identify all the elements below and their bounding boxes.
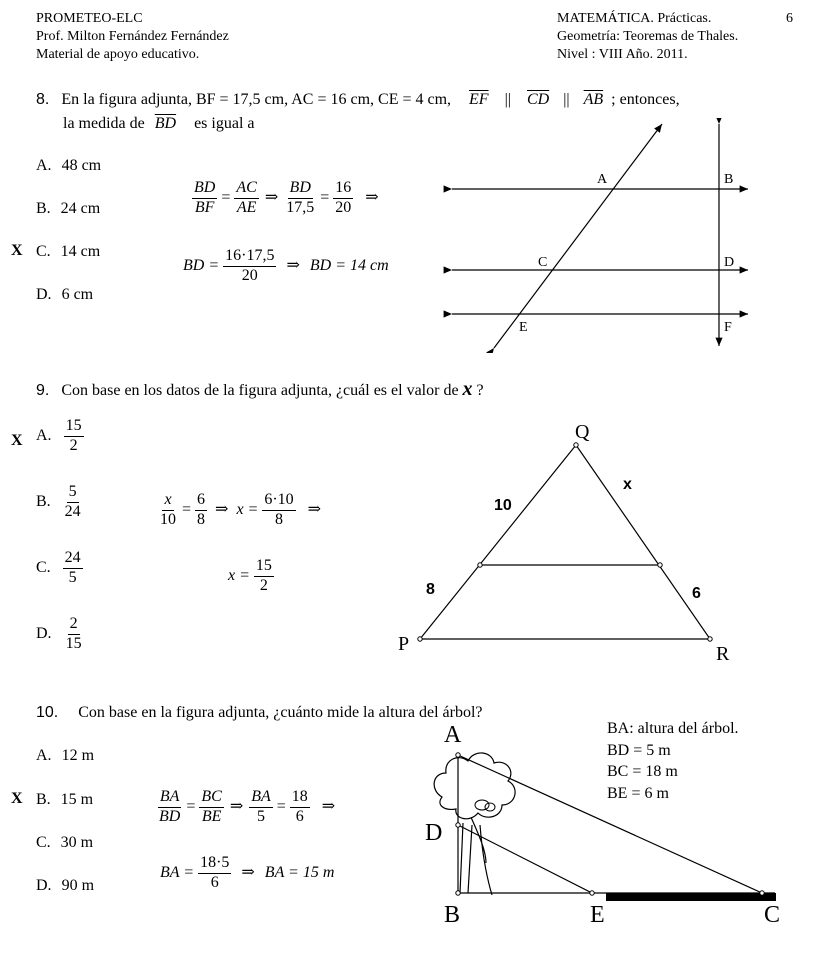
label-d: D [425, 820, 443, 846]
q10-option-c[interactable] [36, 834, 93, 852]
q10-option-d[interactable] [36, 877, 94, 895]
q8-correct-mark: X [11, 242, 23, 259]
q9-work-line1: $\frac{x}{10}$ = $\frac{6}{8}$ ⇒ x = $\frac{6\cdot 10}{8}$ ⇒ [160, 491, 322, 528]
header-org: PROMETEO-ELC [36, 11, 143, 26]
q8-statement-line2 [63, 115, 255, 133]
header-right [557, 10, 738, 64]
q10-option-a[interactable] [36, 747, 94, 765]
q8-text1: En la figura adjunta, BF = 17,5 cm, AC = 16 cm, CE = 4 cm, [61, 91, 452, 108]
q8-seg-ab: $\overline{AB}$ [583, 91, 604, 108]
label-6: 6 [692, 585, 701, 602]
option-letter: D. [36, 624, 52, 642]
option-letter: C. [36, 558, 51, 576]
q9-figure [390, 412, 750, 670]
q8-number: 8. [36, 91, 50, 108]
q8-text2a: la medida de [63, 115, 145, 132]
legend-line: BE = 6 m [607, 784, 669, 802]
option-letter: C. [36, 243, 51, 260]
option-value: 15 m [60, 791, 94, 808]
q10-correct-mark: X [11, 790, 23, 807]
tree-trunk [460, 815, 492, 895]
label-e: E [590, 902, 605, 928]
q8-seg-ef: $\overline{EF}$ [469, 91, 489, 108]
segment-ac [458, 755, 762, 893]
header-level: Nivel : VIII Año. 2011. [557, 47, 688, 62]
legend-line: BC = 18 m [607, 763, 678, 780]
q8-option-d[interactable] [36, 286, 93, 304]
option-letter: C. [36, 834, 51, 851]
shadow-bar [606, 893, 776, 901]
q8-seg-cd: $\overline{CD}$ [526, 91, 550, 108]
label-c: C [764, 902, 781, 928]
q9-option-d[interactable]: D. $\frac{2}{15}$ [36, 615, 82, 652]
q8-work-line2: BD = $\frac{16\cdot 17,5}{20}$ ⇒ BD = 14 cm [183, 247, 389, 284]
label-f: F [724, 320, 732, 335]
label-x: x [623, 476, 632, 493]
label-a: A [444, 722, 462, 748]
q9-var: x [462, 378, 473, 400]
option-value: 24 cm [60, 200, 101, 217]
page-number: 6 [786, 11, 793, 26]
q9-statement [36, 378, 484, 401]
segment-de [458, 825, 592, 893]
label-d: D [724, 255, 735, 270]
legend-line: BA: altura del árbol. [607, 720, 739, 737]
q8-figure [440, 118, 760, 353]
q8-option-c[interactable] [36, 243, 100, 261]
header-topic: Geometría: Teoremas de Thales. [557, 29, 739, 44]
q10-option-b[interactable] [36, 791, 93, 809]
q9-option-a[interactable]: A. $\frac{15}{2}$ [36, 417, 82, 454]
q8-parallel1: || [504, 91, 511, 108]
q8-statement-line1 [36, 91, 680, 109]
option-value: 90 m [61, 877, 95, 894]
option-letter: B. [36, 200, 51, 217]
q9-correct-mark: X [11, 432, 23, 449]
label-b: B [444, 902, 461, 928]
q9-text: Con base en los datos de la figura adjunta, ¿cuál es el valor de [61, 382, 459, 399]
header-left [36, 10, 229, 64]
option-value: 12 m [61, 747, 95, 764]
q9-work-line2: x = $\frac{15}{2}$ [228, 557, 272, 594]
q8-text2b: es igual a [194, 115, 255, 132]
label-8: 8 [426, 581, 435, 598]
q8-option-a[interactable] [36, 157, 101, 175]
q10-text: Con base en la figura adjunta, ¿cuánto mide la altura del árbol? [78, 704, 483, 721]
q8-then: ; entonces, [611, 91, 680, 108]
option-letter: B. [36, 492, 51, 510]
q10-statement [36, 704, 483, 722]
option-letter: A. [36, 157, 52, 174]
option-letter: A. [36, 426, 52, 444]
option-letter: B. [36, 791, 51, 808]
q9-number: 9. [36, 382, 50, 399]
option-letter: A. [36, 747, 52, 764]
triangle-pqr [420, 445, 710, 639]
label-c: C [538, 255, 548, 270]
q10-number: 10. [36, 704, 59, 721]
header-subject: MATEMÁTICA. Prácticas. [557, 11, 712, 26]
q8-seg-bd: $\overline{BD}$ [154, 115, 177, 132]
legend-line: BD = 5 m [607, 741, 671, 759]
option-value: 6 cm [61, 286, 94, 303]
q8-parallel2: || [563, 91, 570, 108]
label-b: B [724, 172, 734, 187]
option-value: 48 cm [61, 157, 102, 174]
q9-option-c[interactable]: C. $\frac{24}{5}$ [36, 549, 81, 586]
q8-work-line1: $\frac{BD}{BF}$ = $\frac{AC}{AE}$ ⇒ $\frac{BD}{17,5}$ = $\frac{16}{20}$ ⇒ [194, 179, 379, 216]
option-value: 14 cm [60, 243, 101, 260]
q10-work-line2: BA = $\frac{18\cdot 5}{6}$ ⇒ BA = 15 m [160, 854, 335, 891]
label-r: R [716, 643, 730, 665]
label-a: A [597, 172, 608, 187]
option-letter: D. [36, 286, 52, 303]
option-letter: D. [36, 877, 52, 894]
q9-qmark: ? [476, 382, 484, 399]
label-10: 10 [494, 497, 512, 514]
label-e: E [519, 320, 528, 335]
q10-figure [420, 715, 790, 960]
header-material: Material de apoyo educativo. [36, 47, 200, 62]
q10-work-line1: $\frac{BA}{BD}$ = $\frac{BC}{BE}$ ⇒ $\frac{BA}{5}$ = $\frac{18}{6}$ ⇒ [159, 788, 336, 825]
q8-option-b[interactable] [36, 200, 100, 218]
option-value: 30 m [60, 834, 94, 851]
q9-option-b[interactable]: B. $\frac{5}{24}$ [36, 483, 81, 520]
header-author: Prof. Milton Fernández Fernández [36, 29, 229, 44]
label-p: P [398, 633, 410, 655]
label-q: Q [575, 421, 590, 443]
